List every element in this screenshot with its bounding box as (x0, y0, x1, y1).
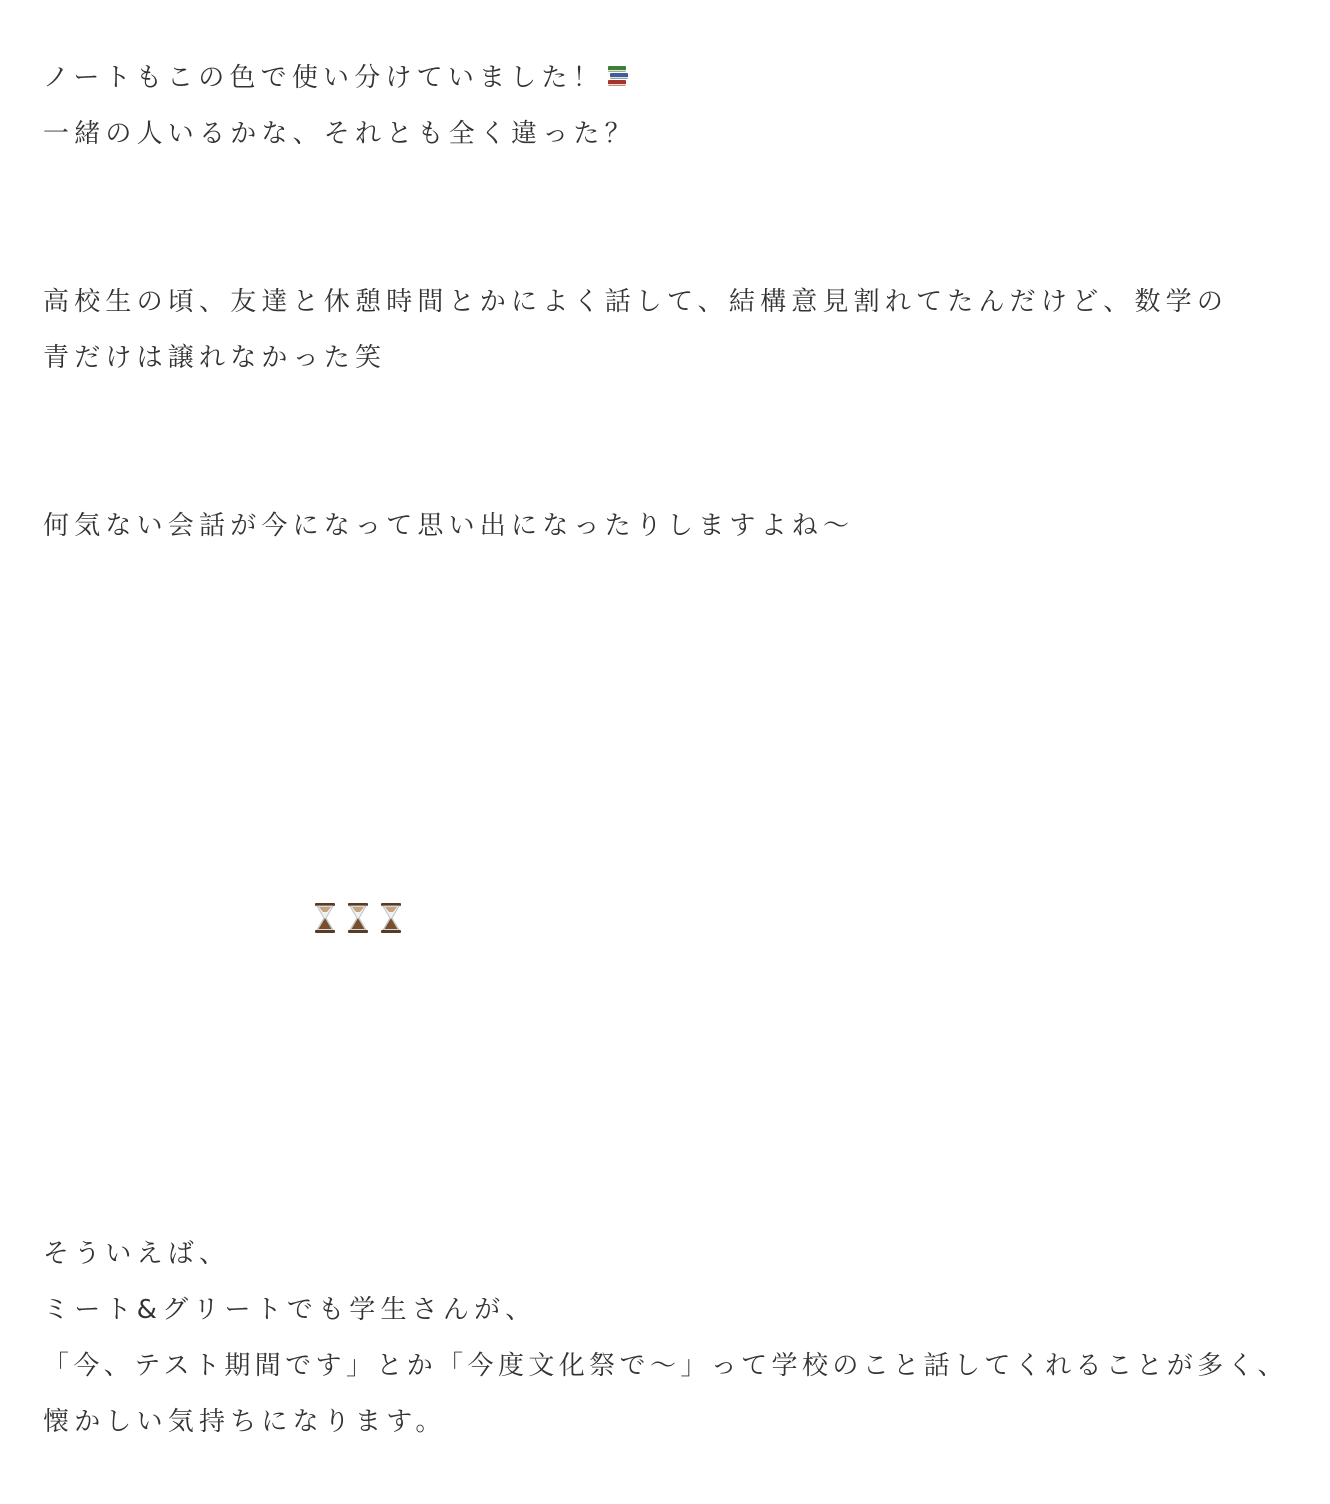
paragraph-line: 青だけは譲れなかった笑 (43, 343, 387, 373)
paragraph-line: そういえば、 (43, 1239, 231, 1269)
paragraph-line: 一緒の人いるかな、それとも全く違った？ (43, 119, 636, 149)
hourglass-separator (313, 902, 412, 934)
hourglass-icon (346, 902, 370, 934)
paragraph-line: 何気ない会話が今になって思い出になったりしますよね〜 (43, 511, 855, 541)
books-icon (606, 63, 630, 89)
paragraph-line: 「今、テスト期間です」とか「今度文化祭で〜」って学校のこと話してくれることが多く、 (43, 1351, 1288, 1381)
paragraph-line (43, 58, 630, 98)
hourglass-icon (313, 902, 337, 934)
hourglass-icon (379, 902, 403, 934)
paragraph-line: ミート&グリートでも学生さんが、 (43, 1295, 537, 1325)
paragraph-line: 高校生の頃、友達と休憩時間とかによく話して、結構意見割れてたんだけど、数学の (43, 287, 1229, 317)
paragraph-text: ノートもこの色で使い分けていました！ (43, 63, 604, 93)
paragraph-line: 懐かしい気持ちになります。 (43, 1407, 447, 1437)
